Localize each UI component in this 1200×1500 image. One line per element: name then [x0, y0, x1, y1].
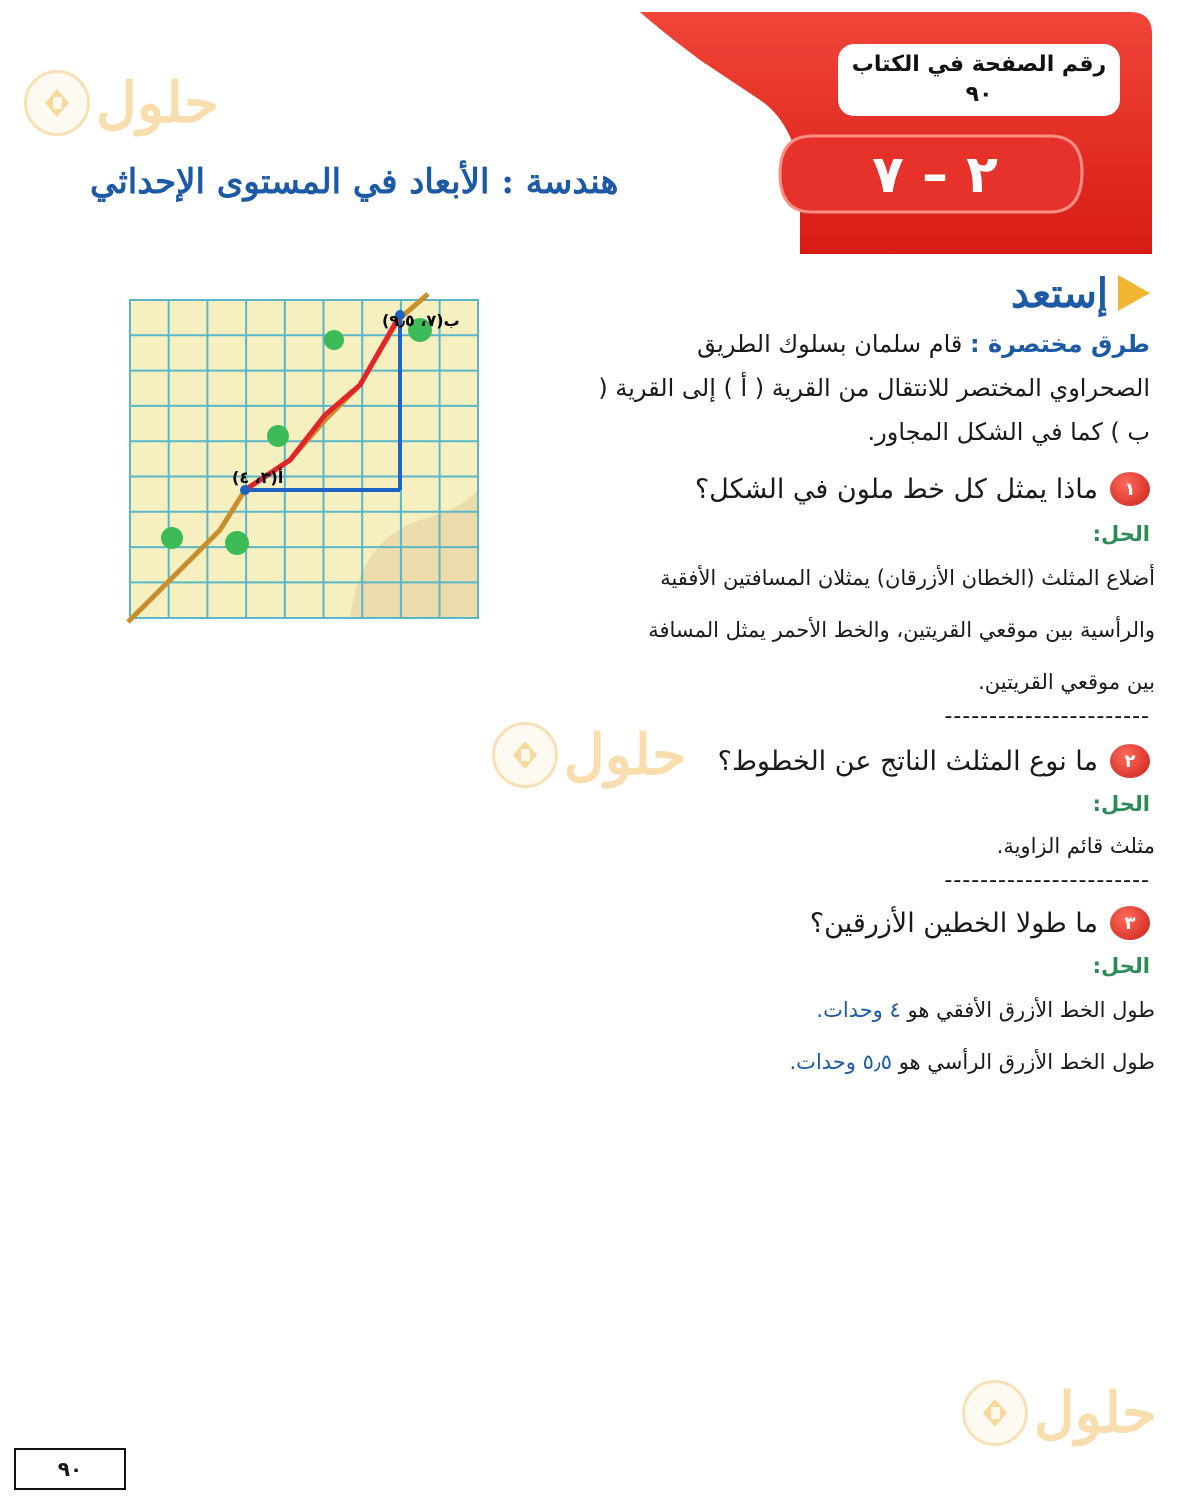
watermark-logo-bottom: [962, 1380, 1157, 1446]
answer-1: [555, 552, 1155, 708]
section-heading: [1011, 268, 1150, 318]
point-b-label: ب(٧، ٩٫٥): [382, 311, 460, 330]
watermark-text: حلول: [564, 722, 687, 788]
coordinate-grid-figure: [120, 290, 490, 630]
separator-line: -----------------------: [944, 704, 1150, 729]
question-3-text: ما طولا الخطين الأزرقين؟: [809, 907, 1098, 939]
book-page-box: [838, 44, 1120, 116]
section-title: إستعد: [1011, 269, 1108, 317]
question-1-number: ١: [1110, 472, 1150, 506]
watermark-logo-top: [24, 70, 219, 136]
watermark-text: حلول: [96, 70, 219, 136]
answer-3-prefix: طول الخط الأزرق الرأسي هو: [898, 1050, 1155, 1074]
book-page-number: ٩٠: [965, 82, 993, 107]
book-page-label: رقم الصفحة في الكتاب: [851, 52, 1107, 77]
answer-3-value: ٤ وحدات.: [816, 998, 901, 1022]
intro-text: قام سلمان بسلوك الطريق الصحراوي المختصر للانتقال من القرية ( أ ) إلى القرية ( ب ) كما في الشكل المجاور.: [598, 330, 1150, 446]
question-2-text: ما نوع المثلث الناتج عن الخطوط؟: [717, 745, 1098, 777]
point-a-label: أ(٣، ٤): [232, 468, 284, 487]
question-2-number: ٢: [1110, 744, 1150, 778]
answer-1-line: أضلاع المثلث (الخطان الأزرقان) يمثلان المسافتين الأفقية: [660, 566, 1155, 590]
question-3-number: ٣: [1110, 906, 1150, 940]
solution-label-1: الحل:: [1092, 522, 1150, 546]
answer-2-line: مثلث قائم الزاوية.: [996, 834, 1155, 858]
answer-3: [555, 984, 1155, 1088]
watermark-text: حلول: [1034, 1380, 1157, 1446]
answer-3-line-2: [555, 1036, 1155, 1088]
intro-label: طرق مختصرة :: [970, 330, 1150, 358]
question-2: [718, 744, 1150, 778]
answer-1-line: والرأسية بين موقعي القريتين، والخط الأحمر يمثل المسافة: [648, 618, 1155, 642]
lesson-number: ٢ – ٧: [872, 145, 998, 205]
arrow-icon: [1118, 275, 1150, 311]
solution-label-3: الحل:: [1092, 954, 1150, 978]
lesson-title: هندسة : الأبعاد في المستوى الإحداثي: [90, 162, 619, 202]
solution-label-2: الحل:: [1092, 792, 1150, 816]
watermark-logo-middle: [492, 722, 687, 788]
question-1: [695, 472, 1150, 506]
answer-1-line: بين موقعي القريتين.: [978, 670, 1155, 694]
logo-book-icon: [24, 70, 90, 136]
question-3: [810, 906, 1150, 940]
answer-3-prefix: طول الخط الأزرق الأفقي هو: [907, 998, 1155, 1022]
logo-book-icon: [492, 722, 558, 788]
separator-line: -----------------------: [944, 868, 1150, 893]
answer-3-line-1: [555, 984, 1155, 1036]
question-1-text: ماذا يمثل كل خط ملون في الشكل؟: [694, 473, 1098, 505]
footer-page-number: ٩٠: [14, 1448, 126, 1490]
intro-paragraph: [590, 322, 1150, 454]
logo-book-icon: [962, 1380, 1028, 1446]
answer-2: [555, 820, 1155, 872]
answer-3-value: ٥٫٥ وحدات.: [789, 1050, 892, 1074]
